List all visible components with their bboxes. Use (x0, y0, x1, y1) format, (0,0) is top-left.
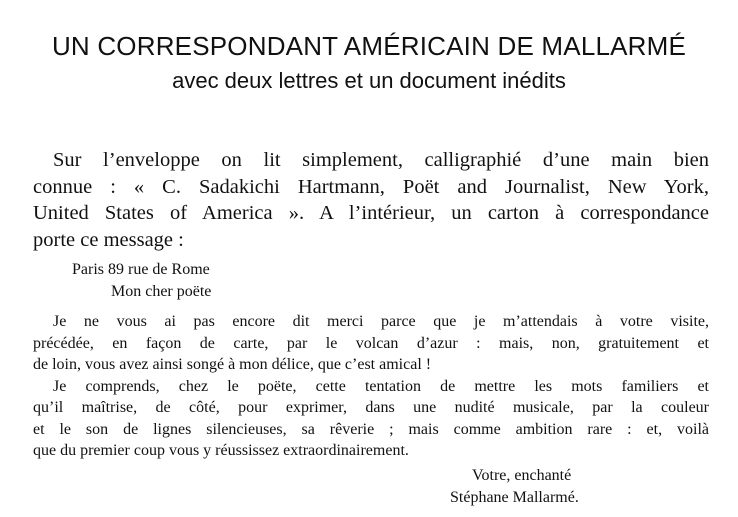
letter-line: Je ne vous ai pas encore dit merci parce que je m’attendais à votre visite, (53, 313, 709, 330)
intro-line: United States of America ». A l’intérieur, un carton à correspondance (33, 202, 709, 224)
letter-line: que du premier coup vous y réussissez extraordinairement. (33, 442, 409, 459)
article-subtitle: avec deux lettres et un document inédits (172, 68, 566, 93)
letter-line: précédée, en façon de carte, par le volcan d’azur : mais, non, gratuitement et (33, 334, 709, 352)
intro-line: connue : « C. Sadakichi Hartmann, Poët and Journalist, New York, (33, 175, 709, 198)
article-title: UN CORRESPONDANT AMÉRICAIN DE MALLARMÉ (51, 31, 687, 61)
intro-paragraph (33, 147, 709, 253)
intro-line: porte ce message : (33, 228, 184, 251)
letter-salutation: Mon cher poëte (111, 283, 212, 300)
letter-signature: Stéphane Mallarmé. (450, 489, 579, 506)
letter-line: qu’il maîtrise, de côté, pour exprimer, dans une nudité musicale, par la couleur (33, 399, 709, 416)
letter-line: Je comprends, chez le poëte, cette tentation de mettre les mots familiers et (53, 377, 709, 395)
intro-line: Sur l’enveloppe on lit simplement, calligraphié d’une main bien (53, 149, 709, 171)
letter-address: Paris 89 rue de Rome (72, 261, 210, 278)
letter-closing: Votre, enchanté (472, 467, 572, 484)
letter-line: et le son de lignes silencieuses, sa rêverie ; mais comme ambition rare : et, voilà (33, 420, 709, 438)
letter-line: de loin, vous avez ainsi songé à mon délice, que c’est amical ! (33, 356, 432, 373)
letter-body (33, 311, 709, 462)
